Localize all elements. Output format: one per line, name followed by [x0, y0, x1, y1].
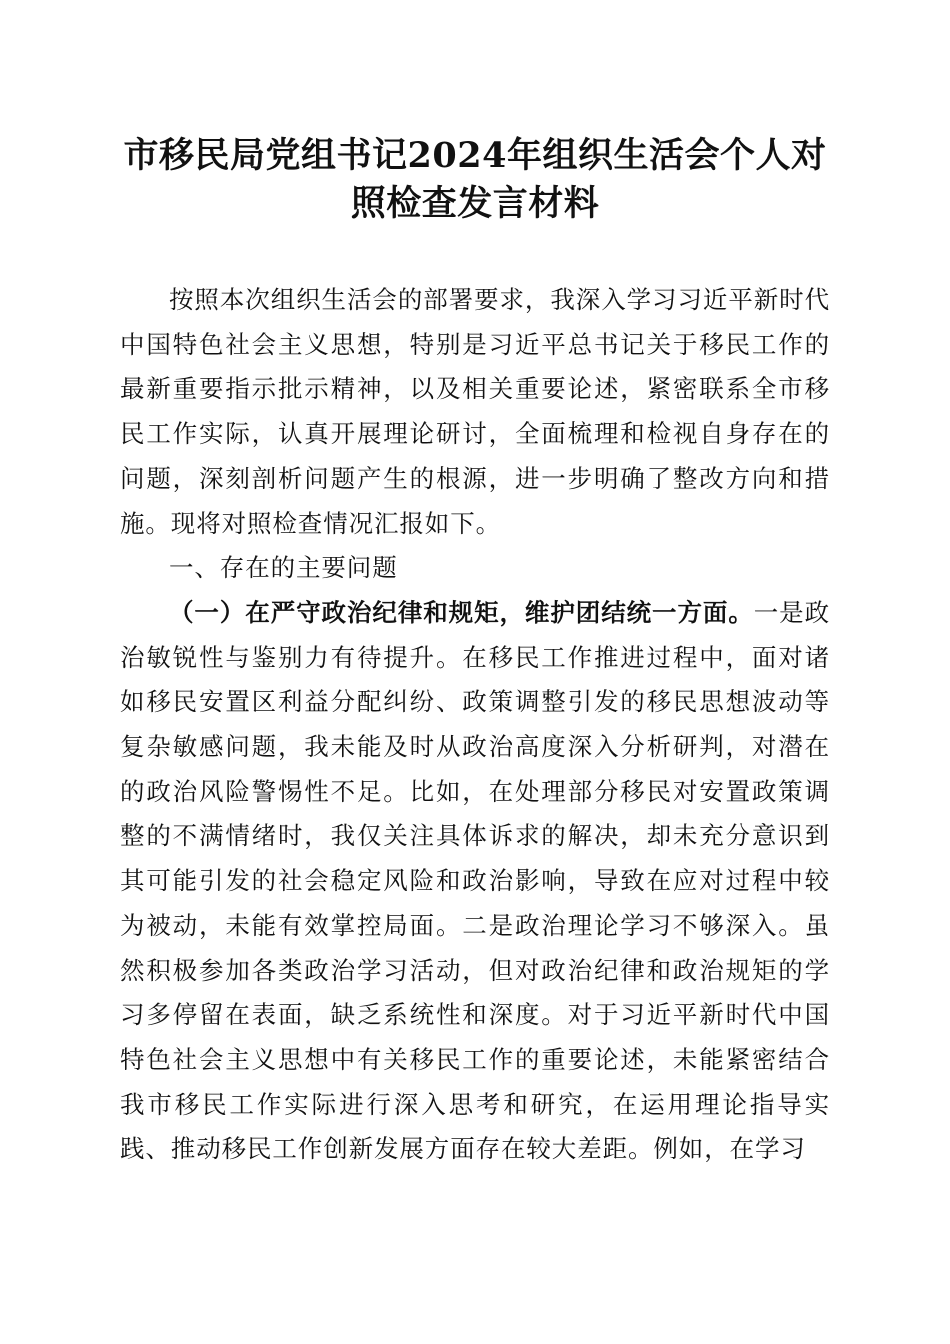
document-body — [120, 278, 830, 1172]
section-heading: 一、存在的主要问题 — [169, 553, 398, 583]
intro-paragraph: 按照本次组织生活会的部署要求，我深入学习习近平新时代中国特色社会主义思想，特别是习近平总书记关于移民工作的最新重要指示批示精神，以及相关重要论述，紧密联系全市移民工作实际，认真开展理论研讨，全面梳理和检视自身存在的问题，深刻剖析问题产生的根源，进一步明确了整改方向和措施。现将对照检查情况汇报如下。 — [120, 285, 830, 538]
subsection-text: 一是政治敏锐性与鉴别力有待提升。在移民工作推进过程中，面对诸如移民安置区利益分配纠纷、政策调整引发的移民思想波动等复杂敏感问题，我未能及时从政治高度深入分析研判，对潜在的政治风险警惕性不足。比如，在处理部分移民对安置政策调整的不满情绪时，我仅关注具体诉求的解决，却未充分意识到其可能引发的社会稳定风险和政治影响，导致在应对过程中较为被动，未能有效掌控局面。二是政治理论学习不够深入。虽然积极参加各类政治学习活动，但对政治纪律和政治规矩的学习多停留在表面，缺乏系统性和深度。对于习近平新时代中国特色社会主义思想中有关移民工作的重要论述，未能紧密结合我市移民工作实际进行深入思考和研究，在运用理论指导实践、推动移民工作创新发展方面存在较大差距。例如，在学习 — [120, 597, 830, 1164]
document-title: 市移民局党组书记2024年组织生活会个人对照检查发言材料 — [123, 135, 827, 224]
subsection-heading: （一）在严守政治纪律和规矩，维护团结统一方面。 — [169, 597, 754, 627]
subsection-paragraph — [120, 591, 830, 1172]
